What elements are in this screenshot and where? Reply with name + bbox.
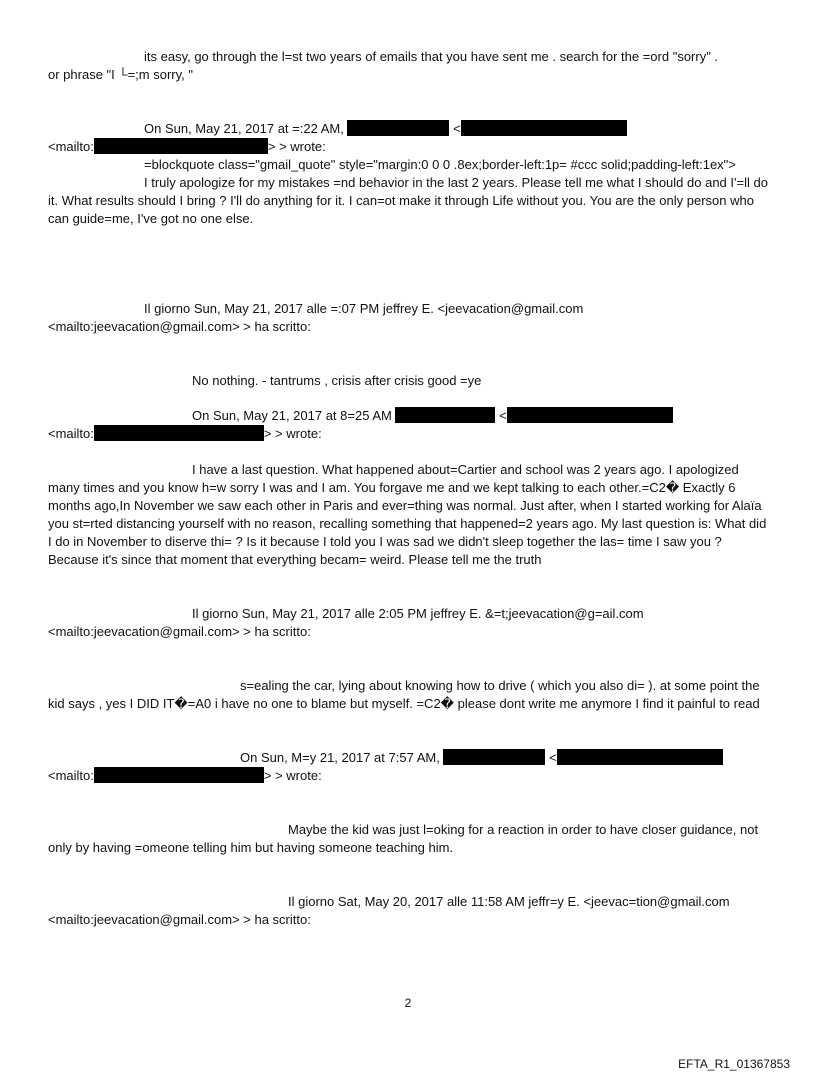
- maybe-kid-text: Maybe the kid was just l=oking for a reaction in order to have closer guidance, not only by having =omeone telling him but having someone teaching him.: [48, 822, 759, 855]
- reply-line-1: its easy, go through the l=st two years of emails that you have sent me . search for the =ord "sorry" .: [144, 49, 719, 64]
- redaction-mailto-2: [94, 425, 264, 441]
- apology-text: I truly apologize for my mistakes =nd behavior in the last 2 years. Please tell me what I should do and I'=ll do it. What results should I bring ? I'll do anything for it. I can=ot make it through Life without you. You are the only person who can guide=me, I've got no one else.: [48, 175, 768, 226]
- quote-lt-2: <: [499, 408, 507, 423]
- italian-header-1-line-1: Il giorno Sun, May 21, 2017 alle =:07 PM jeffrey E. <jeevacation@gmail.com: [144, 301, 584, 316]
- redaction-mailto-1: [94, 138, 268, 154]
- quote-header-3: [48, 749, 770, 785]
- quote-date-3: On Sun, M=y 21, 2017 at 7:57 AM,: [240, 750, 440, 765]
- redaction-name-2: [395, 407, 495, 423]
- wrote-1: > > wrote:: [267, 139, 326, 154]
- redaction-email-2: [507, 407, 673, 423]
- blockquote-markup: [48, 156, 770, 174]
- stealing-car-message: [48, 677, 770, 713]
- quote-lt-1: <: [453, 121, 461, 136]
- redaction-email-3: [557, 749, 723, 765]
- quote-header-1: [48, 120, 770, 156]
- italian-header-2-line-2: <mailto:jeevacation@gmail.com> > ha scritto:: [48, 624, 311, 639]
- document-id: EFTA_R1_01367853: [678, 1057, 790, 1071]
- page-number: 2: [404, 996, 412, 1010]
- redaction-name-1: [347, 120, 449, 136]
- italian-header-3-line-1: Il giorno Sat, May 20, 2017 alle 11:58 AM jeffr=y E. <jeevac=tion@gmail.com: [288, 894, 730, 909]
- italian-header-3: [48, 893, 770, 929]
- stealing-car-text: s=ealing the car, lying about knowing how to drive ( which you also di= ). at some point the kid says , yes I DID IT�=A0 i have no one to blame but myself. =C2� please dont write me anymore I find it painful to read: [48, 678, 760, 711]
- no-nothing-text: No nothing. - tantrums , crisis after crisis good =ye: [192, 373, 482, 388]
- mailto-prefix-3: <mailto:: [48, 768, 94, 783]
- no-nothing-reply: [48, 372, 770, 390]
- redaction-email-1: [461, 120, 627, 136]
- mailto-prefix-1: <mailto:: [48, 139, 94, 154]
- quote-lt-3: <: [549, 750, 557, 765]
- last-question-text: I have a last question. What happened about=Cartier and school was 2 years ago. I apologized many times and you know h=w sorry I was and I am. You forgave me and we kept talking to each other.=C2� Exactly 6 months ago,In November we saw each other in Paris and ever=thing was normal. Just after, when I started working for Alaïa you st=rted distancing yourself with no reason, recalling something that happened=2 years ago. My last question is: What did I do in November to diserve thi= ? Is it because I told you I was sad we didn't sleep together the las= time I saw you ? Because it's since that moment that everything becam= weird. Please tell me the truth: [48, 462, 767, 567]
- reply-sorry-block: [48, 48, 770, 84]
- italian-header-2: [48, 605, 770, 641]
- apology-message: [48, 174, 770, 228]
- blockquote-line: =blockquote class="gmail_quote" style="margin:0 0 0 .8ex;border-left:1p= #ccc solid;padding-left:1ex">: [144, 157, 736, 172]
- wrote-2: > > wrote:: [263, 426, 322, 441]
- quote-header-2: [48, 407, 770, 443]
- wrote-3: > > wrote:: [263, 768, 322, 783]
- maybe-kid-message: [48, 821, 770, 857]
- italian-header-1: [48, 300, 770, 336]
- redaction-mailto-3: [94, 767, 264, 783]
- quote-date-1: On Sun, May 21, 2017 at =:22 AM,: [144, 121, 344, 136]
- mailto-prefix-2: <mailto:: [48, 426, 94, 441]
- redaction-name-3: [443, 749, 545, 765]
- last-question-message: [48, 461, 770, 569]
- italian-header-3-line-2: <mailto:jeevacation@gmail.com> > ha scritto:: [48, 912, 311, 927]
- italian-header-1-line-2: <mailto:jeevacation@gmail.com> > ha scritto:: [48, 319, 311, 334]
- quote-date-2: On Sun, May 21, 2017 at 8=25 AM: [192, 408, 392, 423]
- reply-line-2: or phrase "I └=;m sorry, ": [48, 67, 193, 82]
- italian-header-2-line-1: Il giorno Sun, May 21, 2017 alle 2:05 PM jeffrey E. &=t;jeevacation@g=ail.com: [192, 606, 644, 621]
